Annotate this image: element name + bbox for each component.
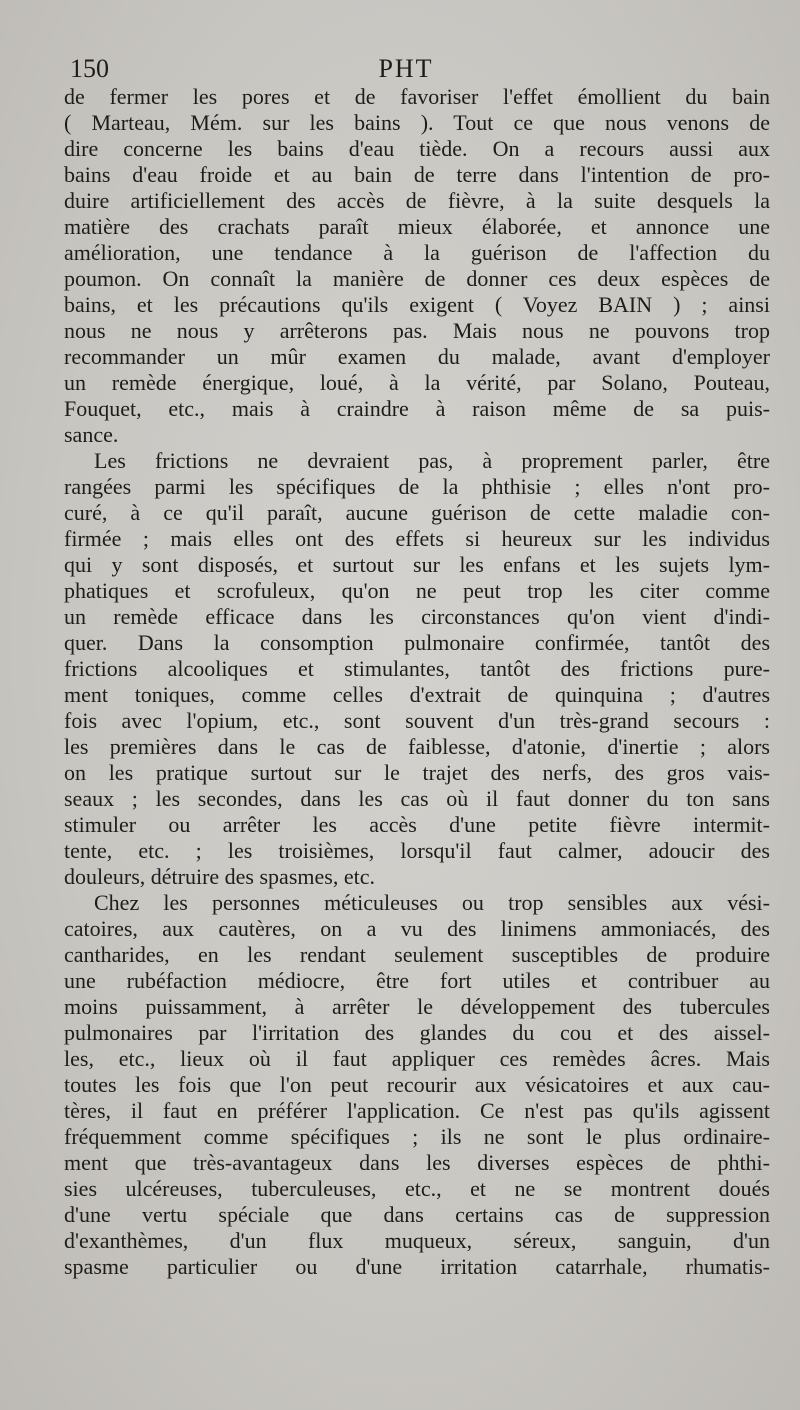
text-line: fréquemment comme spécifiques ; ils ne sont le plus ordinaire- [64, 1124, 770, 1149]
text-line: qui y sont disposés, et surtout sur les enfans et les sujets lym- [64, 552, 770, 577]
text-line: les, etc., lieux où il faut appliquer ces remèdes âcres. Mais [64, 1046, 770, 1071]
text-line: cantharides, en les rendant seulement susceptibles de produire [64, 942, 770, 967]
text-line: sies ulcéreuses, tuberculeuses, etc., et ne se montrent doués [64, 1176, 770, 1201]
text-line: toutes les fois que l'on peut recourir aux vésicatoires et aux cau- [64, 1072, 770, 1097]
text-line: sance. [64, 422, 119, 447]
text-line: spasme particulier ou d'une irritation catarrhale, rhumatis- [64, 1254, 770, 1279]
text-line: dire concerne les bains d'eau tiède. On a recours aussi aux [64, 136, 770, 161]
text-line: duire artificiellement des accès de fièvre, à la suite desquels la [64, 188, 770, 213]
text-line: catoires, aux cautères, on a vu des linimens ammoniacés, des [64, 916, 770, 941]
text-line: amélioration, une tendance à la guérison de l'affection du [64, 240, 770, 265]
text-line: un remède efficace dans les circonstances qu'on vient d'indi- [64, 604, 770, 629]
text-line: rangées parmi les spécifiques de la phthisie ; elles n'ont pro- [64, 474, 770, 499]
text-line: ( Marteau, Mém. sur les bains ). Tout ce que nous venons de [64, 110, 770, 135]
text-line: de fermer les pores et de favoriser l'effet émollient du bain [64, 84, 770, 109]
text-line: d'exanthèmes, d'un flux muqueux, séreux, sanguin, d'un [64, 1228, 770, 1253]
text-line: stimuler ou arrêter les accès d'une petite fièvre intermit- [64, 812, 770, 837]
text-line: tente, etc. ; les troisièmes, lorsqu'il faut calmer, adoucir des [64, 838, 770, 863]
text-line: un remède énergique, loué, à la vérité, par Solano, Pouteau, [64, 370, 770, 395]
text-line: d'une vertu spéciale que dans certains cas de suppression [64, 1202, 770, 1227]
text-line: recommander un mûr examen du malade, avant d'employer [64, 344, 770, 369]
text-line: bains, et les précautions qu'ils exigent ( Voyez BAIN ) ; ainsi [64, 292, 770, 317]
text-line: phatiques et scrofuleux, qu'on ne peut trop les citer comme [64, 578, 770, 603]
text-line: une rubéfaction médiocre, être fort utiles et contribuer au [64, 968, 770, 993]
text-line: quer. Dans la consomption pulmonaire confirmée, tantôt des [64, 630, 770, 655]
text-line: fois avec l'opium, etc., sont souvent d'un très-grand secours : [64, 708, 770, 733]
text-line: nous ne nous y arrêterons pas. Mais nous ne pouvons trop [64, 318, 770, 343]
page-number: 150 [70, 54, 109, 83]
text-line: seaux ; les secondes, dans les cas où il faut donner du ton sans [64, 786, 770, 811]
text-line: moins puissamment, à arrêter le développement des tubercules [64, 994, 770, 1019]
text-line: tères, il faut en préférer l'application. Ce n'est pas qu'ils agissent [64, 1098, 770, 1123]
text-line: ment toniques, comme celles d'extrait de quinquina ; d'autres [64, 682, 770, 707]
running-head: PHT [378, 54, 434, 83]
body-text [64, 84, 770, 1280]
text-line: ment que très-avantageux dans les diverses espèces de phthi- [64, 1150, 770, 1175]
text-line: les premières dans le cas de faiblesse, d'atonie, d'inertie ; alors [64, 734, 770, 759]
text-line: on les pratique surtout sur le trajet des nerfs, des gros vais- [64, 760, 770, 785]
text-line: frictions alcooliques et stimulantes, tantôt des frictions pure- [64, 656, 770, 681]
text-line: matière des crachats paraît mieux élaborée, et annonce une [64, 214, 770, 239]
text-line: bains d'eau froide et au bain de terre dans l'intention de pro- [64, 162, 770, 187]
text-line: firmée ; mais elles ont des effets si heureux sur les individus [64, 526, 770, 551]
text-line: Fouquet, etc., mais à craindre à raison même de sa puis- [64, 396, 770, 421]
paragraph-start-line: Les frictions ne devraient pas, à proprement parler, être [94, 448, 770, 473]
text-line: pulmonaires par l'irritation des glandes du cou et des aissel- [64, 1020, 770, 1045]
text-line: douleurs, détruire des spasmes, etc. [64, 864, 375, 889]
text-line: poumon. On connaît la manière de donner ces deux espèces de [64, 266, 770, 291]
paragraph-start-line: Chez les personnes méticuleuses ou trop sensibles aux vési- [94, 890, 770, 915]
text-line: curé, à ce qu'il paraît, aucune guérison de cette maladie con- [64, 500, 770, 525]
